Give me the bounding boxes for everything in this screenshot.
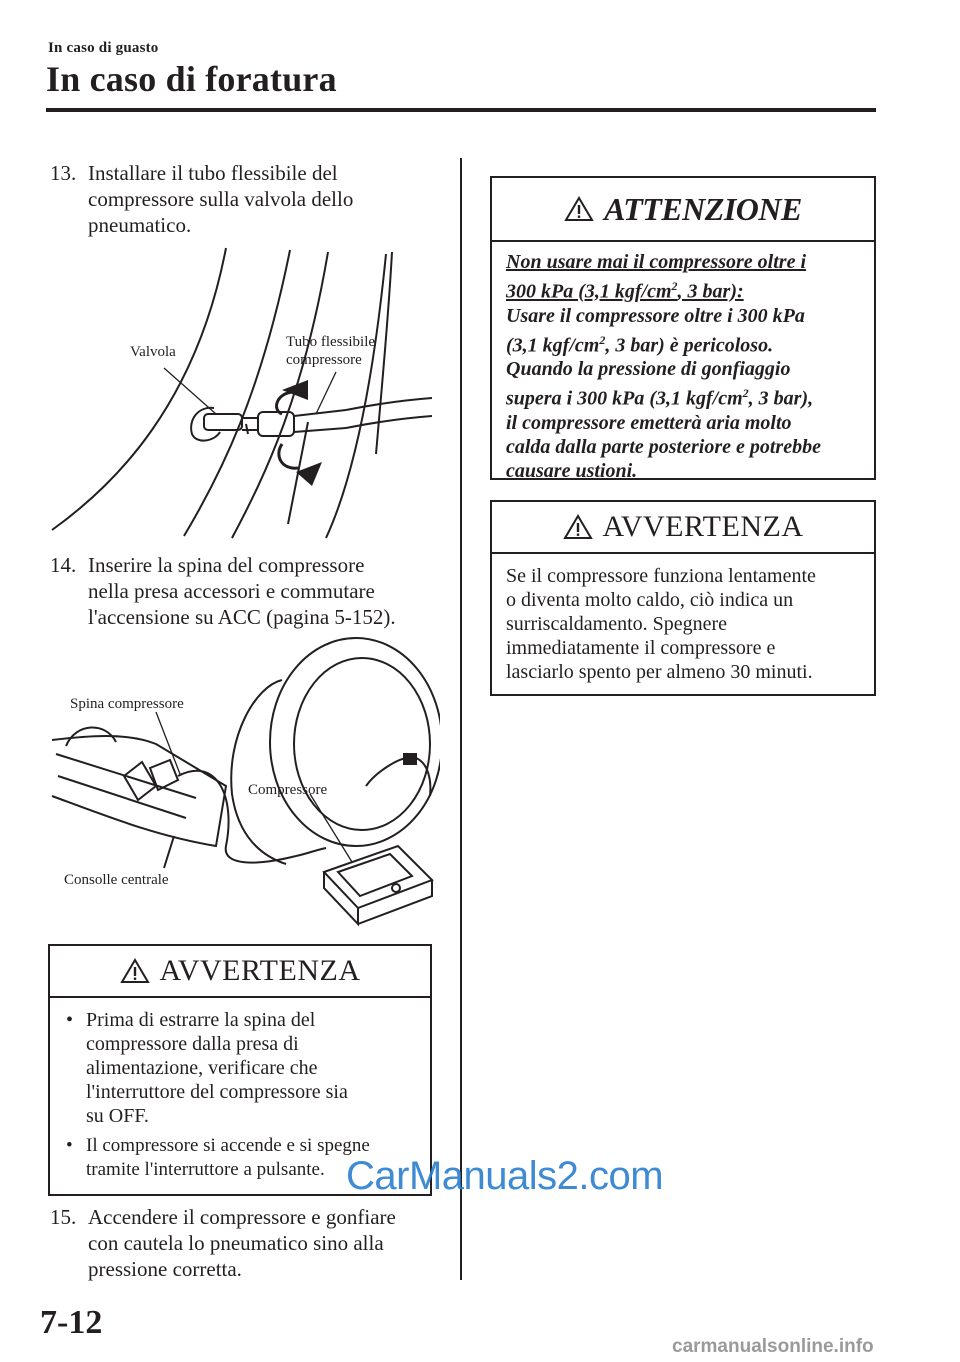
warning-box-right <box>490 500 876 696</box>
warning-triangle-icon <box>120 958 150 984</box>
warning-body: Se il compressore funziona lentamente o diventa molto caldo, ciò indica un surriscaldamento. Spegnere immediatamente il compressore e lasciarlo spento per almeno 30 minuti. <box>506 565 816 683</box>
page-number: 7-12 <box>40 1304 103 1341</box>
valve-label: Valvola <box>130 344 176 360</box>
section-label: In caso di guasto <box>48 40 159 56</box>
caution-title: ATTENZIONE <box>604 190 802 227</box>
step-number: 14. <box>50 553 77 577</box>
step-number: 13. <box>50 161 77 185</box>
warning-title: AVVERTENZA <box>602 510 804 543</box>
warning-triangle-icon <box>564 196 594 222</box>
warning-header <box>492 502 874 554</box>
step-text: Accendere il compressore e gonfiare con cautela lo pneumatico sino alla pressione corretta. <box>88 1205 396 1281</box>
console-label: Consolle centrale <box>64 872 169 888</box>
step-14 <box>50 552 450 632</box>
warning-bullet: • Prima di estrarre la spina del compressore dalla presa di alimentazione, verificare che l'interruttore del compressore sia su OFF. <box>66 1009 348 1127</box>
warning-header <box>50 946 430 998</box>
valve-hose-illustration <box>46 244 432 542</box>
hose-label-line2: compressore <box>286 352 362 368</box>
warning-bullet: • Il compressore si accende e si spegne tramite l'interruttore a pulsante. <box>66 1135 370 1180</box>
figure-valve-hose <box>46 244 432 542</box>
watermark-text: CarManuals2.com <box>346 1154 664 1198</box>
warning-title: AVVERTENZA <box>159 954 361 987</box>
bullet-dot-icon: • <box>66 1135 73 1156</box>
step-13 <box>50 160 450 240</box>
caution-body: Non usare mai il compressore oltre i 300 kPa (3,1 kgf/$cm^2$, 3 bar): Usare il compressore oltre i 300 kPa (3,1 kgf/$cm^2$, 3 bar) è pericoloso. Quando la pressione di gonfiaggio supera i 300 kPa (3,1 kgf/$cm^2$, 3 bar), il compressore emetterà aria molto calda dalla parte posteriore e potrebbe causare ustioni. <box>506 251 821 482</box>
step-number: 15. <box>50 1205 77 1229</box>
plug-label: Spina compressore <box>70 696 184 712</box>
compressor-label: Compressore <box>248 782 328 798</box>
footer-site-text: carmanualsonline.info <box>672 1336 874 1357</box>
bullet-dot-icon: • <box>66 1009 74 1031</box>
title-rule <box>46 108 876 112</box>
page-title: In caso di foratura <box>46 59 337 99</box>
figure-compressor-connection <box>46 636 440 930</box>
hose-label-line1: Tubo flessibile <box>286 334 376 350</box>
step-text: Installare il tubo flessibile del compressore sulla valvola dello pneumatico. <box>88 161 354 237</box>
step-text: Inserire la spina del compressore nella presa accessori e commutare l'accensione su ACC (pagina 5-152). <box>88 553 396 629</box>
step-15 <box>50 1204 450 1284</box>
caution-box <box>490 176 876 480</box>
caution-header <box>492 178 874 242</box>
warning-triangle-icon <box>563 514 593 540</box>
column-divider <box>460 158 462 1280</box>
